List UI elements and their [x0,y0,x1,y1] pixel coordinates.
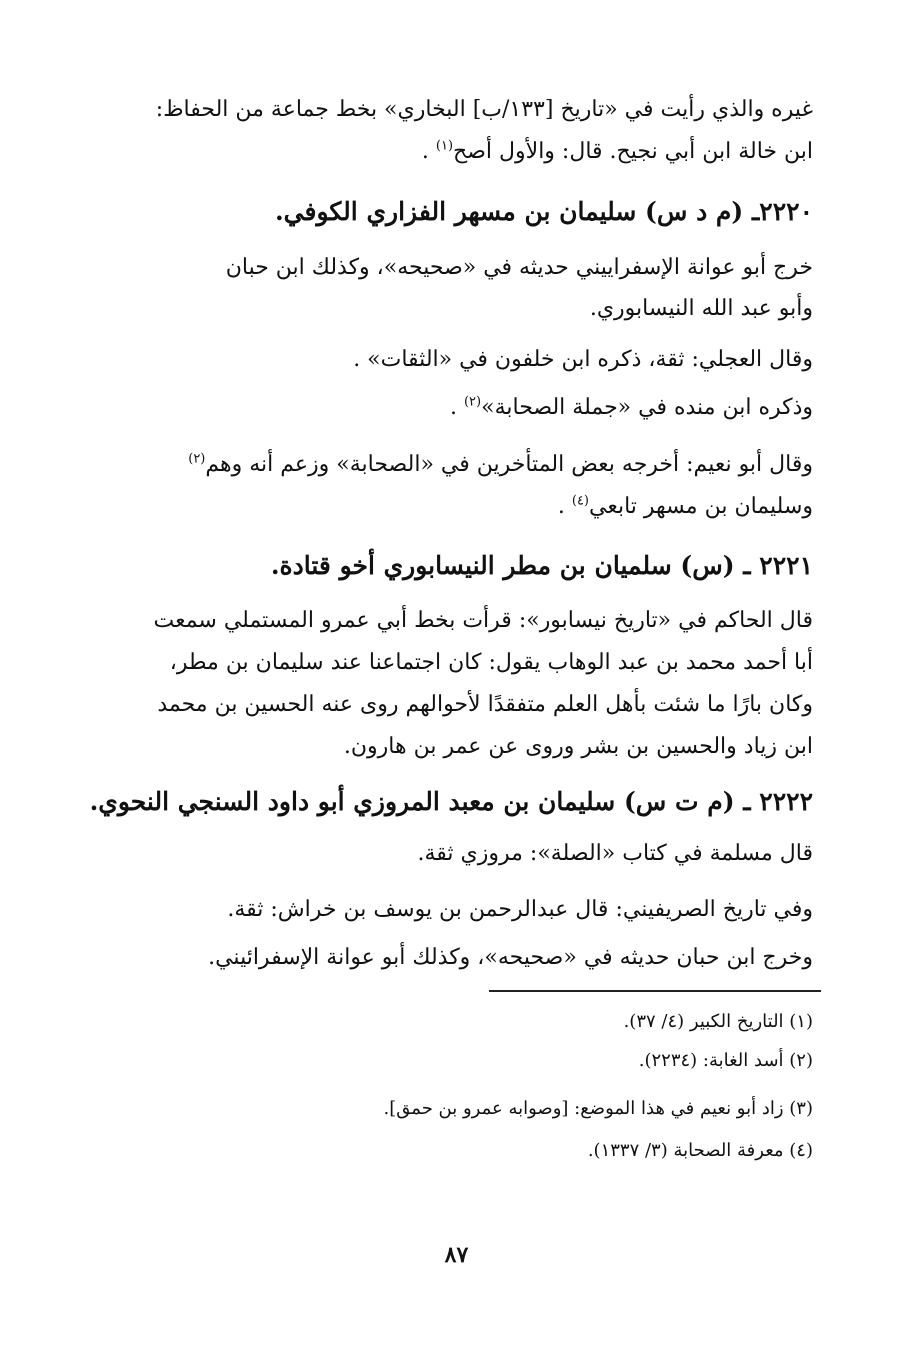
text-line: خرج أبو عوانة الإسفراييني حديثه في «صحيحه»، وكذلك ابن حبان [225,255,813,280]
text-span: . [557,494,565,519]
text-span: ابن خالة ابن أبي نجيح. قال: والأول أصح [453,139,813,164]
text-line [156,94,813,126]
text-span: . [449,395,457,420]
text-line: ابن زياد والحسين بن بشر وروى عن عمر بن هارون. [343,734,813,759]
text-line [558,491,813,523]
entry-heading: ٢٢٢٠ـ (م د س) سليمان بن مسهر الفزاري الكوفي. [274,197,813,226]
text-line [422,136,813,168]
text-span: وقال أبو نعيم: أخرجه بعض المتأخرين في «الصحابة» وزعم أنه وهم [205,452,813,477]
text-span: . [421,139,429,164]
footnote: (١) التاريخ الكبير (٤/ ٣٧). [623,1011,813,1032]
text-line: وقال العجلي: ثقة، ذكره ابن خلفون في «الثقات» . [353,347,813,372]
text-line: وأبو عبد الله النيسابوري. [589,296,813,321]
footnote: (٢) أسد الغابة: (٢٢٣٤). [638,1050,813,1071]
footnote-rule [489,990,821,992]
text-line [450,392,813,424]
footnote: (٤) معرفة الصحابة (٣/ ١٣٣٧). [587,1140,813,1161]
text-line [188,449,813,481]
text-line: وفي تاريخ الصريفيني: قال عبدالرحمن بن يوسف بن خراش: ثقة. [227,897,813,922]
footnote-ref: (٢) [188,451,206,467]
text-line: وخرج ابن حبان حديثه في «صحيحه»، وكذلك أبو عوانة الإسفرائيني. [208,945,813,970]
text-line: أبا أحمد محمد بن عبد الوهاب يقول: كان اجتماعنا عند سليمان بن مطر، [169,650,813,675]
footnote: (٣) زاد أبو نعيم في هذا الموضع: [وصوابه عمرو بن حمق]. [383,1098,813,1119]
text-line: وكان بارًا ما شئت بأهل العلم متفقدًا لأحوالهم روى عنه الحسين بن محمد [157,692,813,717]
text-span: وسليمان بن مسهر تابعي [589,494,813,519]
text-span: غيره والذي رأيت في «تاريخ [١٣٣/ب] البخاري» بخط جماعة من الحفاظ: [155,97,813,122]
entry-heading: ٢٢٢١ ـ (س) سلميان بن مطر النيسابوري أخو قتادة. [270,551,813,580]
text-span: وذكره ابن منده في «جملة الصحابة» [481,395,813,420]
footnote-ref: (١) [435,138,454,154]
text-line: قال مسلمة في كتاب «الصلة»: مروزي ثقة. [417,841,813,866]
footnote-ref: (٤) [571,493,589,509]
page-number: ٨٧ [444,1242,469,1268]
footnote-ref: (٢) [463,394,482,410]
entry-heading: ٢٢٢٢ ـ (م ت س) سليمان بن معبد المروزي أبو داود السنجي النحوي. [89,787,813,816]
text-line: قال الحاكم في «تاريخ نيسابور»: قرأت بخط أبي عمرو المستملي سمعت [153,608,813,633]
